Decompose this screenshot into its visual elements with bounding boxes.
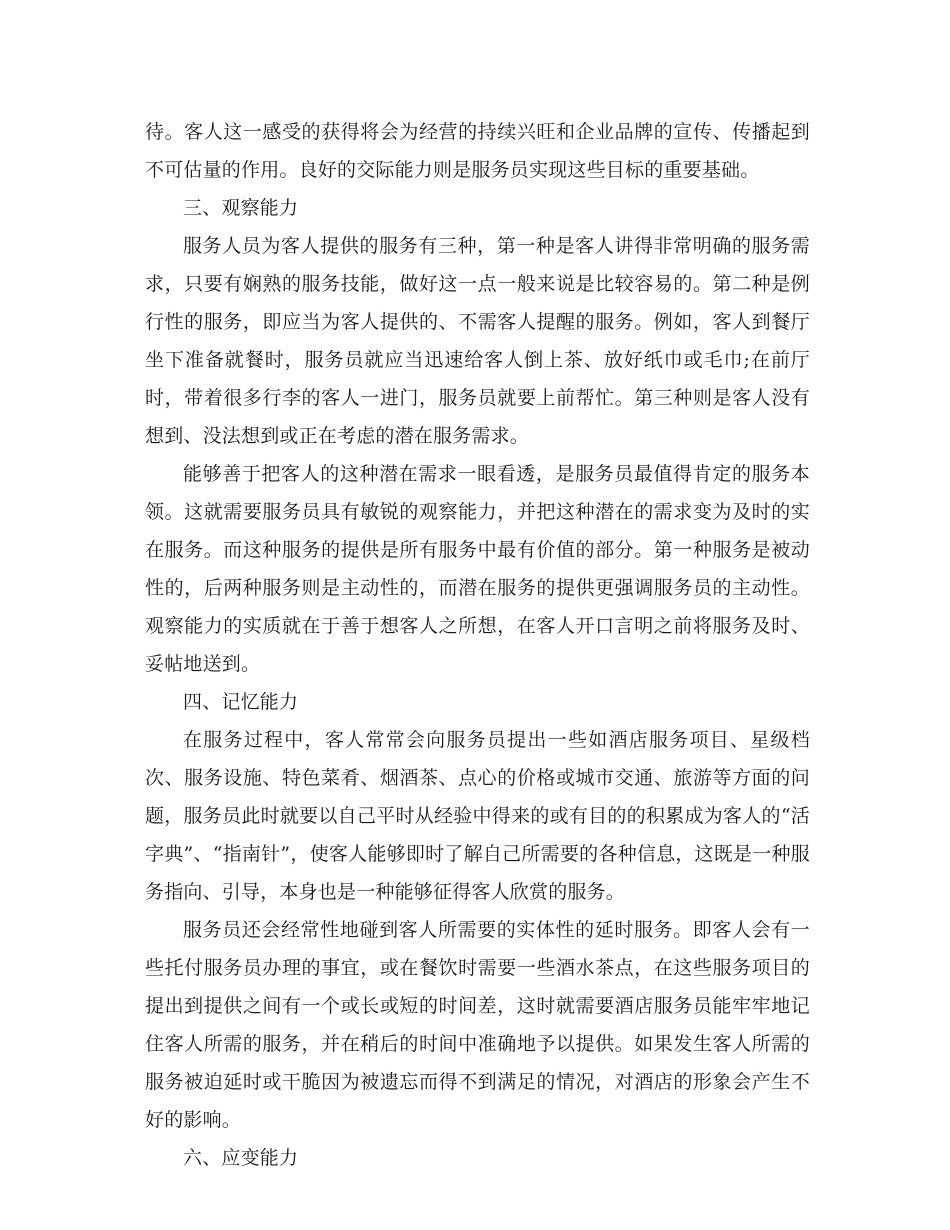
- paragraph-delayed-service: 服务员还会经常性地碰到客人所需要的实体性的延时服务。即客人会有一些托付服务员办理的事宜，或在餐饮时需要一些酒水茶点，在这些服务项目的提出到提供之间有一个或长或短的时间差，这时就需要酒店服务员能牢牢地记住客人所需的服务，并在稍后的时间中准确地予以提供。如果发生客人所需的服务被迫延时或干脆因为被遗忘而得不到满足的情况，对酒店的形象会产生不好的影响。: [145, 919, 810, 1131]
- paragraph-observation-ability: 能够善于把客人的这种潜在需求一眼看透，是服务员最值得肯定的服务本领。这就需要服务员具有敏锐的观察能力，并把这种潜在的需求变为及时的实在服务。而这种服务的提供是所有服务中最有价值的部分。第一种服务是被动性的，后两种服务则是主动性的，而潜在服务的提供更强调服务员的主动性。观察能力的实质就在于善于想客人之所想，在客人开口言明之前将服务及时、妥帖地送到。: [145, 463, 810, 675]
- section-heading-adaptability: 六、应变能力: [183, 1147, 299, 1169]
- section-heading-observation: 三、观察能力: [183, 197, 299, 219]
- document-body: [145, 113, 810, 1177]
- paragraph-memory-questions: 在服务过程中，客人常常会向服务员提出一些如酒店服务项目、星级档次、服务设施、特色菜肴、烟酒茶、点心的价格或城市交通、旅游等方面的问题，服务员此时就要以自己平时从经验中得来的或有目的的积累成为客人的“活字典”、“指南针”，使客人能够即时了解自己所需要的各种信息，这既是一种服务指向、引导，本身也是一种能够征得客人欣赏的服务。: [145, 729, 810, 903]
- section-heading-memory: 四、记忆能力: [183, 691, 299, 713]
- paragraph-service-types: 服务人员为客人提供的服务有三种，第一种是客人讲得非常明确的服务需求，只要有娴熟的服务技能，做好这一点一般来说是比较容易的。第二种是例行性的服务，即应当为客人提供的、不需客人提醒的服务。例如，客人到餐厅坐下准备就餐时，服务员就应当迅速给客人倒上茶、放好纸巾或毛巾;在前厅时，带着很多行李的客人一进门，服务员就要上前帮忙。第三种则是客人没有想到、没法想到或正在考虑的潜在服务需求。: [145, 235, 810, 447]
- paragraph-continued: 待。客人这一感受的获得将会为经营的持续兴旺和企业品牌的宣传、传播起到不可估量的作用。良好的交际能力则是服务员实现这些目标的重要基础。: [145, 121, 810, 181]
